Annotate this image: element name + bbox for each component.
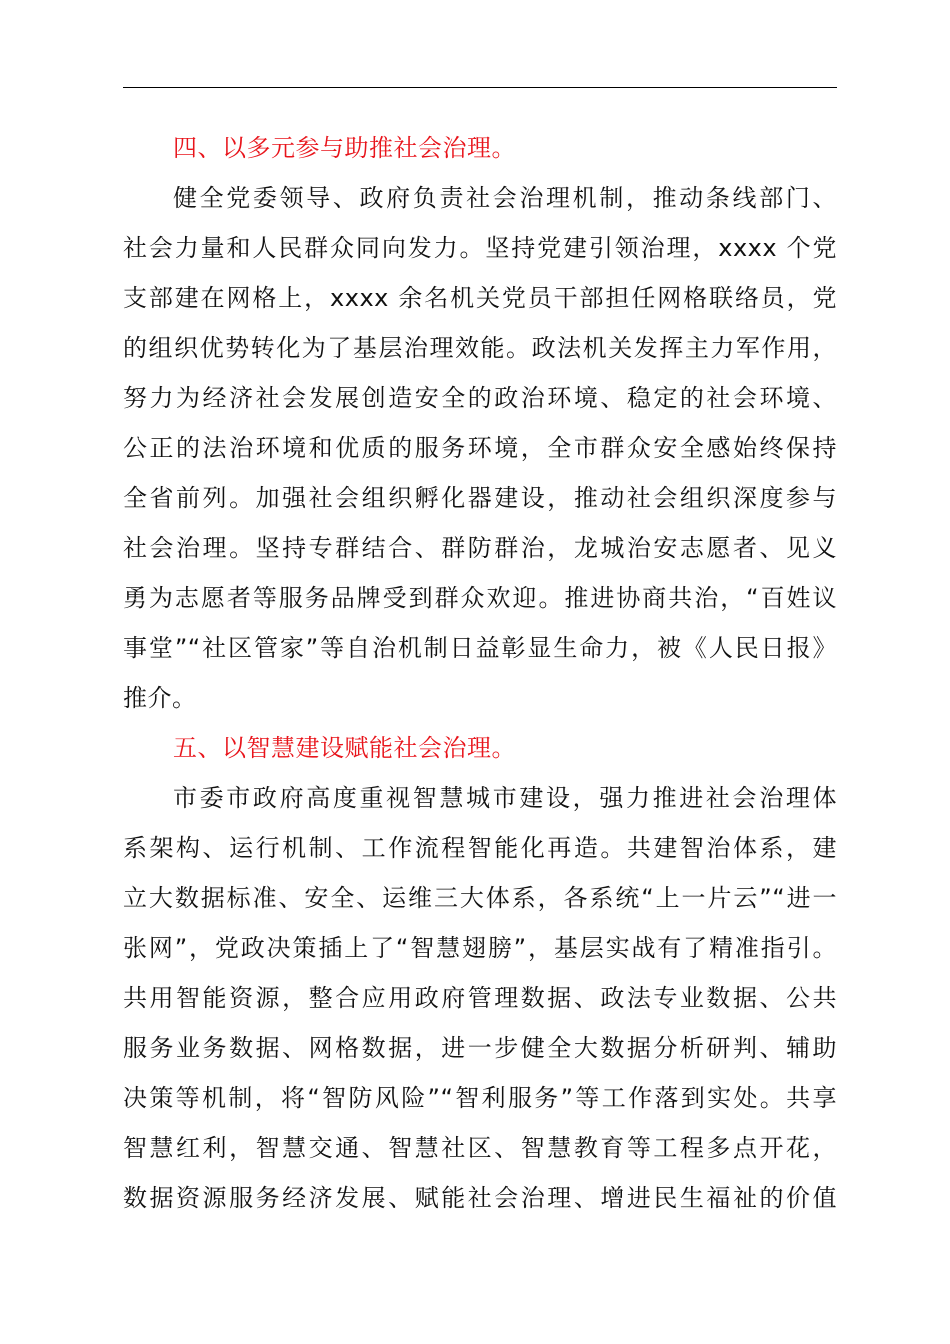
paragraph-line: 推介。 (123, 684, 197, 712)
paragraph-line: 公正的法治环境和优质的服务环境，全市群众安全感始终保持 (123, 434, 837, 462)
paragraph-line: 立大数据标准、安全、运维三大体系，各系统“上一片云”“进一 (123, 884, 837, 912)
paragraph-line: 社会力量和人民群众同向发力。坚持党建引领治理，xxxx 个党 (123, 234, 837, 262)
paragraph-line: 勇为志愿者等服务品牌受到群众欢迎。推进协商共治，“百姓议 (123, 584, 837, 612)
paragraph-line: 系架构、运行机制、工作流程智能化再造。共建智治体系，建 (123, 834, 837, 862)
paragraph-line: 健全党委领导、政府负责社会治理机制，推动条线部门、 (173, 184, 837, 212)
paragraph-line: 努力为经济社会发展创造安全的政治环境、稳定的社会环境、 (123, 384, 837, 412)
header-rule (123, 87, 837, 88)
section-heading-5: 五、以智慧建设赋能社会治理。 (173, 734, 516, 762)
paragraph-line: 张网”，党政决策插上了“智慧翅膀”，基层实战有了精准指引。 (123, 934, 837, 962)
paragraph-line: 决策等机制，将“智防风险”“智利服务”等工作落到实处。共享 (123, 1084, 837, 1112)
paragraph-line: 数据资源服务经济发展、赋能社会治理、增进民生福祉的价值 (123, 1184, 837, 1212)
paragraph-line: 社会治理。坚持专群结合、群防群治，龙城治安志愿者、见义 (123, 534, 837, 562)
paragraph-line: 事堂”“社区管家”等自治机制日益彰显生命力，被《人民日报》 (123, 634, 837, 662)
paragraph-line: 全省前列。加强社会组织孵化器建设，推动社会组织深度参与 (123, 484, 837, 512)
paragraph-line: 共用智能资源，整合应用政府管理数据、政法专业数据、公共 (123, 984, 837, 1012)
paragraph-line: 智慧红利，智慧交通、智慧社区、智慧教育等工程多点开花， (123, 1134, 837, 1162)
paragraph-line: 的组织优势转化为了基层治理效能。政法机关发挥主力军作用， (123, 334, 837, 362)
paragraph-line: 服务业务数据、网格数据，进一步健全大数据分析研判、辅助 (123, 1034, 837, 1062)
paragraph-line: 市委市政府高度重视智慧城市建设，强力推进社会治理体 (173, 784, 837, 812)
paragraph-line: 支部建在网格上，xxxx 余名机关党员干部担任网格联络员，党 (123, 284, 837, 312)
section-heading-4: 四、以多元参与助推社会治理。 (173, 134, 516, 162)
